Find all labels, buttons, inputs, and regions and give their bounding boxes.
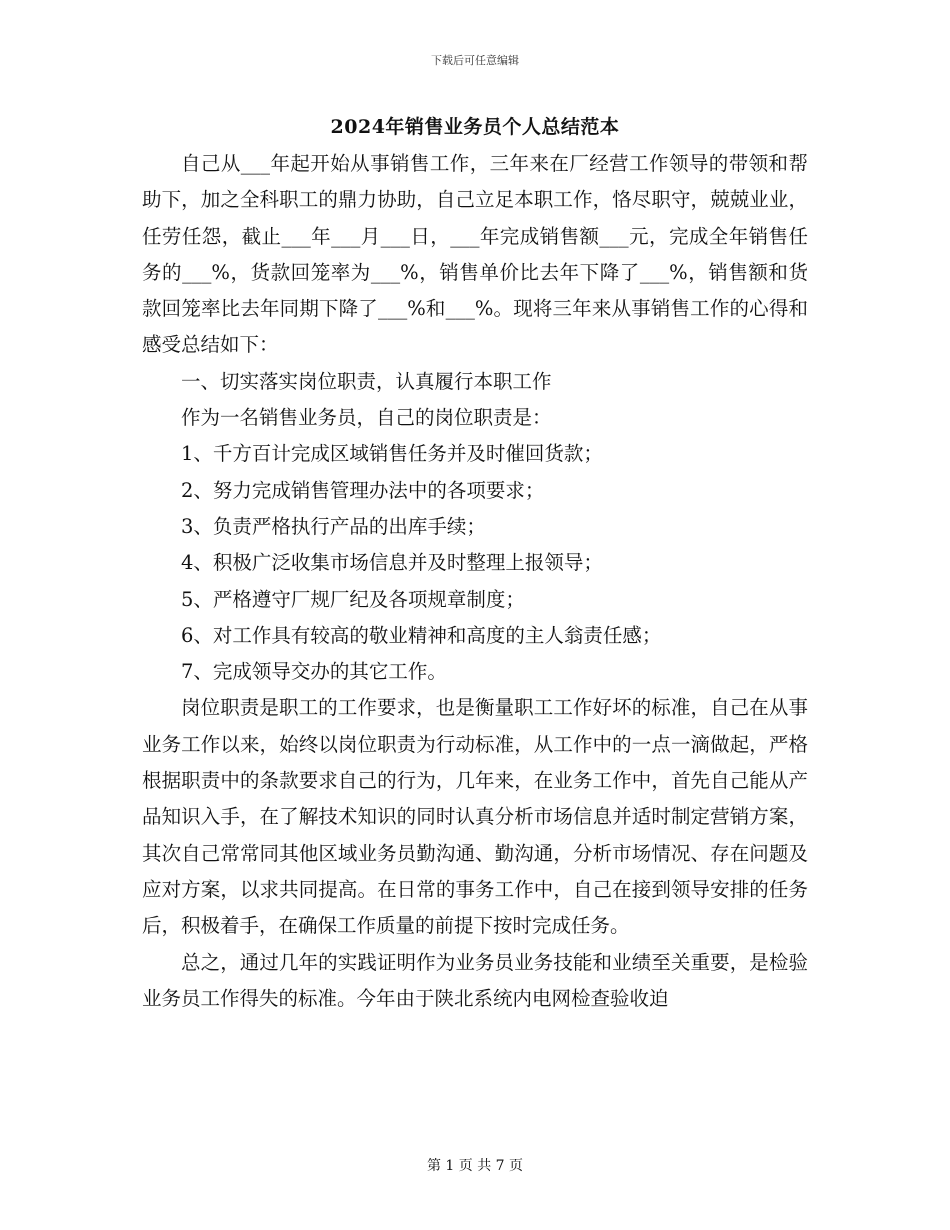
list-item: 3、负责严格执行产品的出库手续； [181, 514, 486, 538]
list-item: 2、努力完成销售管理办法中的各项要求； [181, 478, 545, 502]
paragraph-duties-lead: 作为一名销售业务员，自己的岗位职责是： [181, 406, 552, 430]
section-heading: 一、切实落实岗位职责，认真履行本职工作 [181, 369, 552, 393]
list-item: 4、积极广泛收集市场信息并及时整理上报领导； [181, 551, 603, 575]
paragraph-summary: 总之，通过几年的实践证明作为业务员业务技能和业绩至关重要，是检验业务员工作得失的标准。今年由于陕北系统内电网检查验收迫 [142, 950, 808, 1010]
page-number: 第 1 页 共 7 页 [426, 1158, 524, 1174]
page-header-note: 下载后可任意编辑 [431, 54, 519, 67]
paragraph-duties-body: 岗位职责是职工的工作要求，也是衡量职工工作好坏的标准，自己在从事业务工作以来，始终以岗位职责为行动标准，从工作中的一点一滴做起，严格根据职责中的条款要求自己的行为，几年来，在业务工作中，首先自己能从产品知识入手，在了解技术知识的同时认真分析市场信息并适时制定营销方案，其次自己常常同其他区域业务员勤沟通、勤沟通，分析市场情况、存在问题及应对方案，以求共同提高。在日常的事务工作中，自己在接到领导安排的任务后，积极着手，在确保工作质量的前提下按时完成任务。 [142, 696, 808, 938]
list-item: 6、对工作具有较高的敬业精神和高度的主人翁责任感； [181, 623, 662, 647]
document-body [142, 146, 808, 1017]
list-item: 7、完成领导交办的其它工作。 [181, 660, 447, 684]
document-title: 2024年销售业务员个人总结范本 [330, 116, 620, 138]
list-item: 5、严格遵守厂规厂纪及各项规章制度； [181, 587, 525, 611]
list-item: 1、千方百计完成区域销售任务并及时催回货款； [181, 442, 603, 466]
paragraph-intro: 自己从___年起开始从事销售工作，三年来在厂经营工作领导的带领和帮助下，加之全科职工的鼎力协助，自己立足本职工作，恪尽职守，兢兢业业，任劳任怨，截止___年___月___日，___年完成销售额___元，完成全年销售任务的___%，货款回笼率为___%，销售单价比去年下降了___%，销售额和货款回笼率比去年同期下降了___%和___%。现将三年来从事销售工作的心得和感受总结如下： [142, 152, 808, 357]
